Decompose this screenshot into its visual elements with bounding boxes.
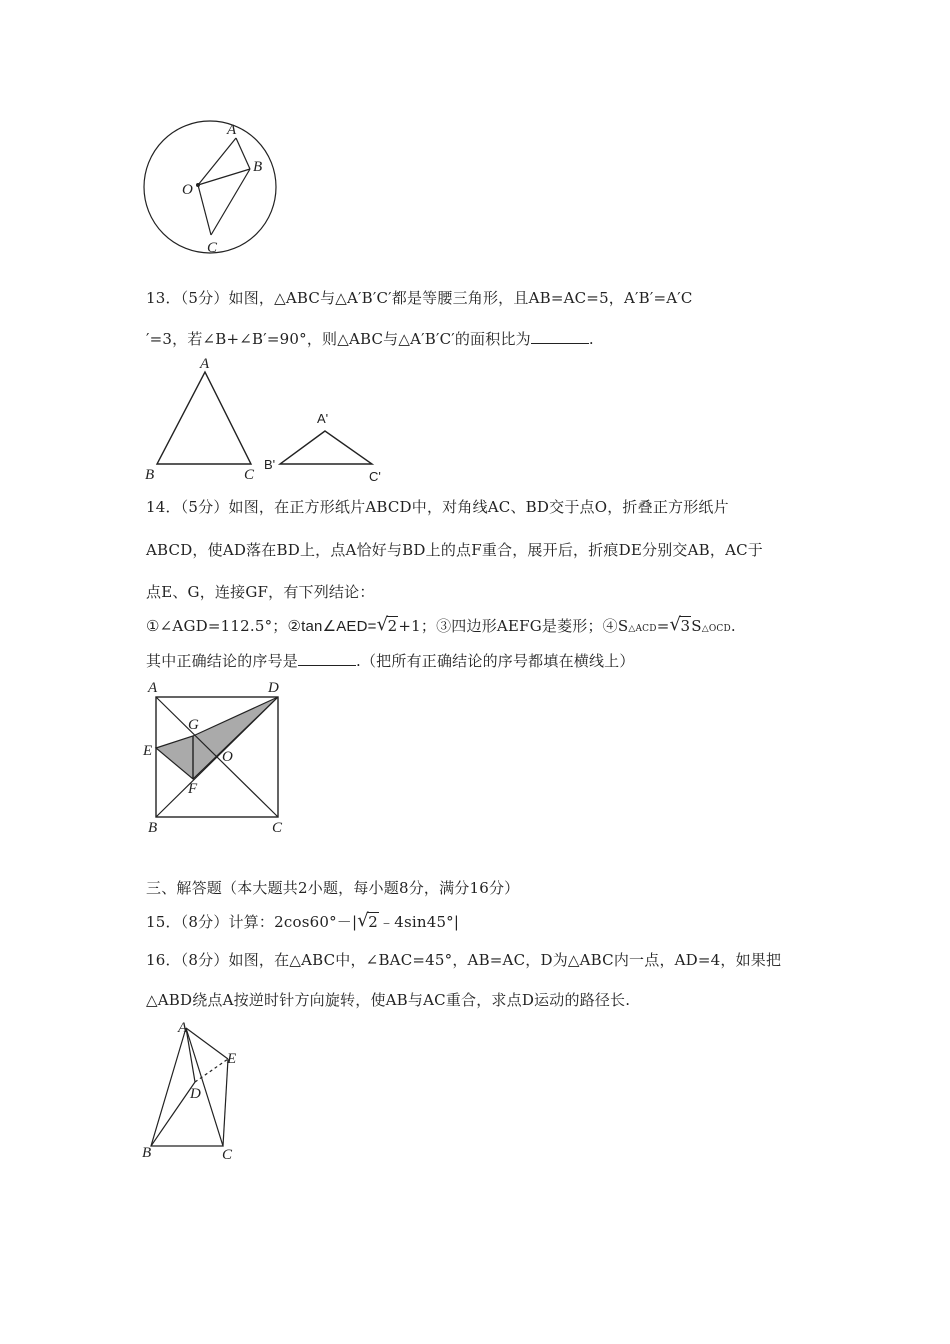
sqrt-2: √ 2 xyxy=(377,617,399,635)
tri-label-a: A xyxy=(200,356,210,372)
square-figure xyxy=(140,676,300,841)
q14-line5-text: 其中正确结论的序号是 xyxy=(146,652,299,670)
rot-label-e: E xyxy=(227,1051,237,1067)
q14-line1: 14．（5分）如图，在正方形纸片ABCD中，对角线AC、BD交于点O，折叠正方形纸片 xyxy=(146,498,729,516)
equals: = xyxy=(656,617,670,635)
rot-label-c: C xyxy=(222,1147,233,1163)
answer-blank xyxy=(298,651,356,666)
sq-label-e: E xyxy=(143,743,153,759)
answer-blank xyxy=(531,329,589,344)
circle-figure xyxy=(135,118,285,258)
sq-label-a: A xyxy=(148,680,158,696)
period: . xyxy=(730,617,736,635)
sqrt-2: √ 2 xyxy=(357,913,379,931)
rot-label-a: A xyxy=(178,1020,188,1036)
q14-conclusions xyxy=(146,615,736,636)
label-b: B xyxy=(253,159,263,175)
sq-label-b: B xyxy=(148,820,158,836)
conclusion-2-tan: tan∠AED= xyxy=(301,618,377,635)
sub-acd: △ACD xyxy=(628,624,657,634)
rotation-figure xyxy=(138,1016,258,1168)
s-symbol: S xyxy=(691,617,702,635)
q13-line2-text: ′=3，若∠B+∠B′=90°，则△ABC与△A′B′C′的面积比为 xyxy=(146,330,531,348)
q16-line2: △ABD绕点A按逆时针方向旋转，使AB与AC重合，求点D运动的路径长. xyxy=(146,991,631,1009)
q15-text: 15．（8分）计算：2cos60°－| xyxy=(146,913,358,931)
sq-label-o: O xyxy=(222,749,233,765)
label-a: A xyxy=(227,122,237,138)
q13-line2 xyxy=(146,328,594,349)
conclusion-2-rest: +1；③四边形AEFG是菱形；④S xyxy=(398,617,629,635)
tri-label-b1: B' xyxy=(264,457,276,472)
section-heading: 三、解答题（本大题共2小题，每小题8分，满分16分） xyxy=(146,879,520,897)
q15 xyxy=(146,911,459,932)
tri-label-b: B xyxy=(145,467,155,483)
q14-line3: 点E、G，连接GF，有下列结论： xyxy=(146,583,375,601)
sqrt-3: √ 3 xyxy=(669,617,691,635)
sub-ocd: △OCD xyxy=(701,624,731,634)
q13-line1: 13．（5分）如图，△ABC与△A′B′C′都是等腰三角形，且AB=AC=5，A′B′=A′C xyxy=(146,289,693,307)
tri-label-c1: C' xyxy=(369,469,381,484)
sq-label-f: F xyxy=(188,781,198,797)
q15-text-end: ﹣4sin45°| xyxy=(379,913,460,931)
q14-line2: ABCD，使AD落在BD上，点A恰好与BD上的点F重合，展开后，折痕DE分别交AB，AC于 xyxy=(146,541,763,559)
tri-label-a1: A' xyxy=(317,411,329,426)
q14-line5 xyxy=(146,650,635,671)
triangles-figure xyxy=(140,352,400,487)
q16-line1: 16．（8分）如图，在△ABC中，∠BAC=45°，AB=AC，D为△ABC内一点，AD=4，如果把 xyxy=(146,951,782,969)
label-o: O xyxy=(182,182,193,198)
sq-label-g: G xyxy=(188,717,199,733)
sq-label-c: C xyxy=(272,820,283,836)
rot-label-b: B xyxy=(142,1145,152,1161)
sq-label-d: D xyxy=(268,680,279,696)
q13-line2-end: . xyxy=(588,330,594,348)
conclusion-1: ①∠AGD=112.5°；② xyxy=(146,617,302,635)
label-c: C xyxy=(207,240,218,256)
q14-line5-end: .（把所有正确结论的序号都填在横线上） xyxy=(356,652,635,670)
tri-label-c: C xyxy=(244,467,255,483)
rot-label-d: D xyxy=(190,1086,201,1102)
